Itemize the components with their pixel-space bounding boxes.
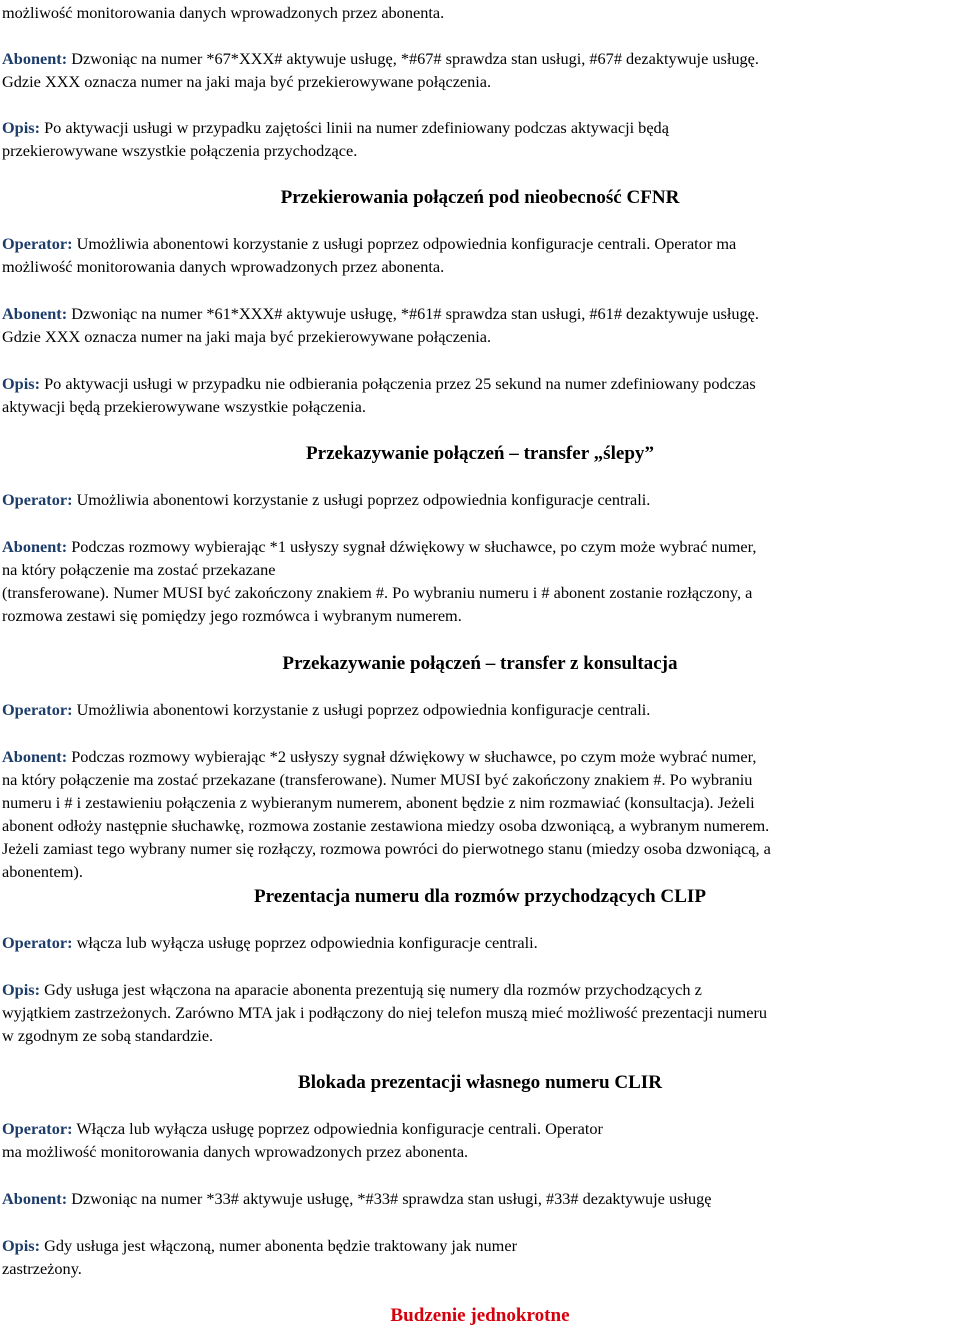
heading-clir: Blokada prezentacji własnego numeru CLIR	[298, 1072, 662, 1093]
operator-label: Operator:	[2, 234, 73, 253]
cfnr-opis-paragraph: Opis: Po aktywacji usługi w przypadku nie odbierania połączenia przez 25 sekund na numer zdefiniowany podczas aktywacji będą przekierowywane wszystkie połączenia.	[2, 374, 756, 416]
heading-wake-up: Budzenie jednokrotne	[390, 1305, 570, 1326]
heading-clip: Prezentacja numeru dla rozmów przychodzących CLIP	[254, 886, 706, 907]
opis-label: Opis:	[2, 1236, 41, 1255]
cfnr-operator-paragraph: Operator: Umożliwia abonentowi korzystanie z usługi poprzez odpowiednia konfiguracje centrali. Operator ma możliwość monitorowania danych wprowadzonych przez abonenta.	[2, 234, 737, 276]
heading-blind-transfer: Przekazywanie połączeń – transfer „ślepy”	[305, 443, 654, 464]
opis-label: Opis:	[2, 980, 41, 999]
abonent-label: Abonent:	[2, 49, 68, 68]
operator-label: Operator:	[2, 490, 73, 509]
opis-label: Opis:	[2, 118, 41, 137]
abonent-label: Abonent:	[2, 537, 68, 556]
operator-label: Operator:	[2, 933, 73, 952]
clip-operator-paragraph: Operator: włącza lub wyłącza usługę poprzez odpowiednia konfiguracje centrali.	[2, 933, 538, 952]
clip-opis-paragraph: Opis: Gdy usługa jest włączona na aparacie abonenta prezentują się numery dla rozmów przychodzących z wyjątkiem zastrzeżonych. Zarówno MTA jak i podłączony do niej telefon muszą mieć możliwość prezentacji numeru w zgodnym ze sobą standardzie.	[2, 980, 768, 1045]
consult-abonent-paragraph: Abonent: Podczas rozmowy wybierając *2 usłyszy sygnał dźwiękowy w słuchawce, po czym może wybrać numer, na który połączenie ma zostać przekazane (transferowane). Numer MUSI być zakończony znakiem #. Po wybraniu numeru i # i zestawieniu połączenia z wybieranym numerem, abonent będzie z nim rozmawiać (konsultacja). Jeżeli abonent odłoży następnie słuchawkę, rozmowa zostanie zestawiona miedzy osoba dzwoniącą, a wybranym numerem. Jeżeli zamiast tego wybrany numer się rozłączy, rozmowa powróci do pierwotnego stanu (miedzy osoba dzwoniącą, a abonentem).	[2, 747, 771, 881]
top-abonent-paragraph: Abonent: Dzwoniąc na numer *67*XXX# aktywuje usługę, *#67# sprawdza stan usługi, #67# dezaktywuje usługę. Gdzie XXX oznacza numer na jaki maja być przekierowywane połączenia.	[2, 49, 759, 91]
operator-label: Operator:	[2, 700, 73, 719]
clir-operator-paragraph: Operator: Włącza lub wyłącza usługę poprzez odpowiednia konfiguracje centrali. Operator ma możliwość monitorowania danych wprowadzonych przez abonenta.	[2, 1119, 603, 1161]
heading-cfnr: Przekierowania połączeń pod nieobecność CFNR	[280, 187, 680, 208]
cfnr-abonent-paragraph: Abonent: Dzwoniąc na numer *61*XXX# aktywuje usługę, *#61# sprawdza stan usługi, #61# dezaktywuje usługę. Gdzie XXX oznacza numer na jaki maja być przekierowywane połączenia.	[2, 304, 759, 346]
abonent-label: Abonent:	[2, 304, 68, 323]
heading-consult-transfer: Przekazywanie połączeń – transfer z konsultacja	[282, 653, 678, 674]
pre-line: możliwość monitorowania danych wprowadzonych przez abonenta.	[2, 3, 445, 22]
operator-label: Operator:	[2, 1119, 73, 1138]
consult-operator-paragraph: Operator: Umożliwia abonentowi korzystanie z usługi poprzez odpowiednia konfiguracje centrali.	[2, 700, 651, 719]
opis-label: Opis:	[2, 374, 41, 393]
abonent-label: Abonent:	[2, 747, 68, 766]
clir-opis-paragraph: Opis: Gdy usługa jest włączoną, numer abonenta będzie traktowany jak numer zastrzeżony.	[2, 1236, 517, 1278]
blind-operator-paragraph: Operator: Umożliwia abonentowi korzystanie z usługi poprzez odpowiednia konfiguracje centrali.	[2, 490, 651, 509]
top-opis-paragraph: Opis: Po aktywacji usługi w przypadku zajętości linii na numer zdefiniowany podczas aktywacji będą przekierowywane wszystkie połączenia przychodzące.	[2, 118, 669, 160]
blind-abonent-paragraph: Abonent: Podczas rozmowy wybierając *1 usłyszy sygnał dźwiękowy w słuchawce, po czym może wybrać numer, na który połączenie ma zostać przekazane (transferowane). Numer MUSI być zakończony znakiem #. Po wybraniu numeru i # abonent zostanie rozłączony, a rozmowa zestawi się pomiędzy jego rozmówca i wybranym numerem.	[2, 537, 757, 625]
abonent-label: Abonent:	[2, 1189, 68, 1208]
clir-abonent-paragraph: Abonent: Dzwoniąc na numer *33# aktywuje usługę, *#33# sprawdza stan usługi, #33# dezaktywuje usługę	[2, 1189, 712, 1208]
